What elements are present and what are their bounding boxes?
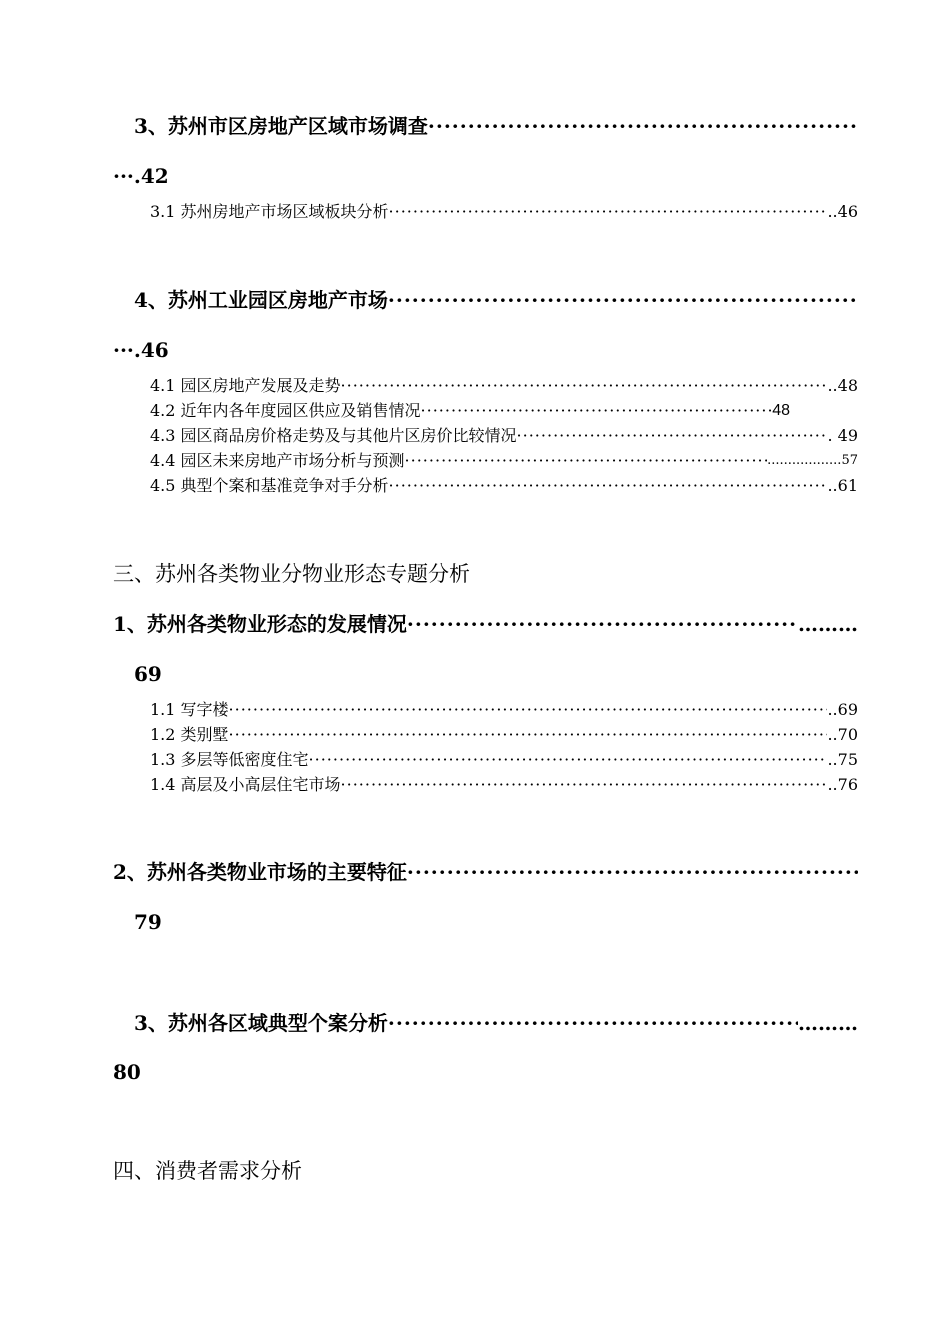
toc-item-4-1[interactable] bbox=[150, 375, 858, 397]
toc-heading-title: 3、苏州各区域典型个案分析 bbox=[134, 1011, 388, 1035]
toc-item-4-3[interactable] bbox=[150, 425, 858, 447]
toc-heading-4[interactable] bbox=[134, 286, 858, 314]
toc-item-page: ..46 bbox=[827, 202, 858, 221]
toc-item-label: 3.1 苏州房地产市场区域板块分析 bbox=[150, 202, 389, 221]
dot-leader bbox=[388, 1009, 798, 1037]
toc-item-page: ..61 bbox=[827, 476, 858, 495]
toc-item-label: 4.1 园区房地产发展及走势 bbox=[150, 376, 341, 395]
toc-item-4-4[interactable] bbox=[150, 450, 858, 472]
toc-item-1-3[interactable] bbox=[150, 749, 858, 771]
toc-part-3[interactable]: 三、苏州各类物业分物业形态专题分析 bbox=[113, 562, 470, 586]
toc-item-page: ..48 bbox=[827, 376, 858, 395]
dot-leader bbox=[388, 286, 858, 314]
toc-heading-3[interactable] bbox=[134, 112, 858, 140]
toc-item-3-1[interactable] bbox=[150, 201, 858, 223]
toc-item-page: . 49 bbox=[827, 426, 858, 445]
toc-item-label: 4.4 园区未来房地产市场分析与预测 bbox=[150, 451, 405, 470]
toc-item-4-2[interactable] bbox=[150, 400, 790, 422]
toc-heading-p3-3[interactable] bbox=[134, 1009, 858, 1037]
toc-heading-page: 79 bbox=[134, 910, 162, 934]
dot-leader bbox=[428, 112, 858, 140]
toc-heading-page: ···.46 bbox=[113, 338, 169, 362]
toc-item-label: 1.4 高层及小高层住宅市场 bbox=[150, 775, 341, 794]
toc-heading-title: 1、苏州各类物业形态的发展情况 bbox=[113, 612, 407, 636]
toc-heading-tail: ……… bbox=[798, 1011, 858, 1035]
dot-leader bbox=[405, 450, 768, 472]
toc-heading-title: 3、苏州市区房地产区域市场调查 bbox=[134, 114, 428, 138]
toc-part-4[interactable]: 四、消费者需求分析 bbox=[113, 1159, 302, 1183]
dot-leader bbox=[407, 858, 858, 886]
toc-item-label: 4.5 典型个案和基准竞争对手分析 bbox=[150, 476, 389, 495]
dot-leader bbox=[229, 699, 828, 721]
dot-leader bbox=[389, 475, 828, 497]
toc-heading-title: 2、苏州各类物业市场的主要特征 bbox=[113, 860, 407, 884]
toc-item-label: 1.2 类别墅 bbox=[150, 725, 229, 744]
toc-heading-page: 80 bbox=[113, 1060, 141, 1084]
dot-leader bbox=[389, 201, 828, 223]
toc-item-4-5[interactable] bbox=[150, 475, 858, 497]
toc-heading-page: 69 bbox=[134, 662, 162, 686]
toc-heading-title: 4、苏州工业园区房地产市场 bbox=[134, 288, 388, 312]
toc-item-page: ..69 bbox=[827, 700, 858, 719]
toc-item-label: 4.3 园区商品房价格走势及与其他片区房价比较情况 bbox=[150, 426, 517, 445]
toc-item-page: ..75 bbox=[827, 750, 858, 769]
toc-item-label: 1.3 多层等低密度住宅 bbox=[150, 750, 309, 769]
toc-item-1-1[interactable] bbox=[150, 699, 858, 721]
toc-heading-p3-1[interactable] bbox=[113, 610, 858, 638]
toc-item-page: ..76 bbox=[827, 775, 858, 794]
toc-item-1-4[interactable] bbox=[150, 774, 858, 796]
toc-item-1-2[interactable] bbox=[150, 724, 858, 746]
dot-leader bbox=[309, 749, 828, 771]
toc-heading-page: ···.42 bbox=[113, 164, 169, 188]
toc-item-page: ..................57 bbox=[767, 453, 858, 468]
toc-item-page: ..70 bbox=[827, 725, 858, 744]
dot-leader bbox=[341, 774, 828, 796]
toc-heading-p3-2[interactable] bbox=[113, 858, 858, 886]
toc-item-page: 48 bbox=[772, 402, 790, 419]
dot-leader bbox=[517, 425, 828, 447]
dot-leader bbox=[229, 724, 828, 746]
toc-heading-tail: ……… bbox=[798, 612, 858, 636]
dot-leader bbox=[341, 375, 828, 397]
dot-leader bbox=[407, 610, 798, 638]
dot-leader bbox=[421, 400, 773, 422]
toc-item-label: 4.2 近年内各年度园区供应及销售情况 bbox=[150, 401, 421, 420]
toc-item-label: 1.1 写字楼 bbox=[150, 700, 229, 719]
